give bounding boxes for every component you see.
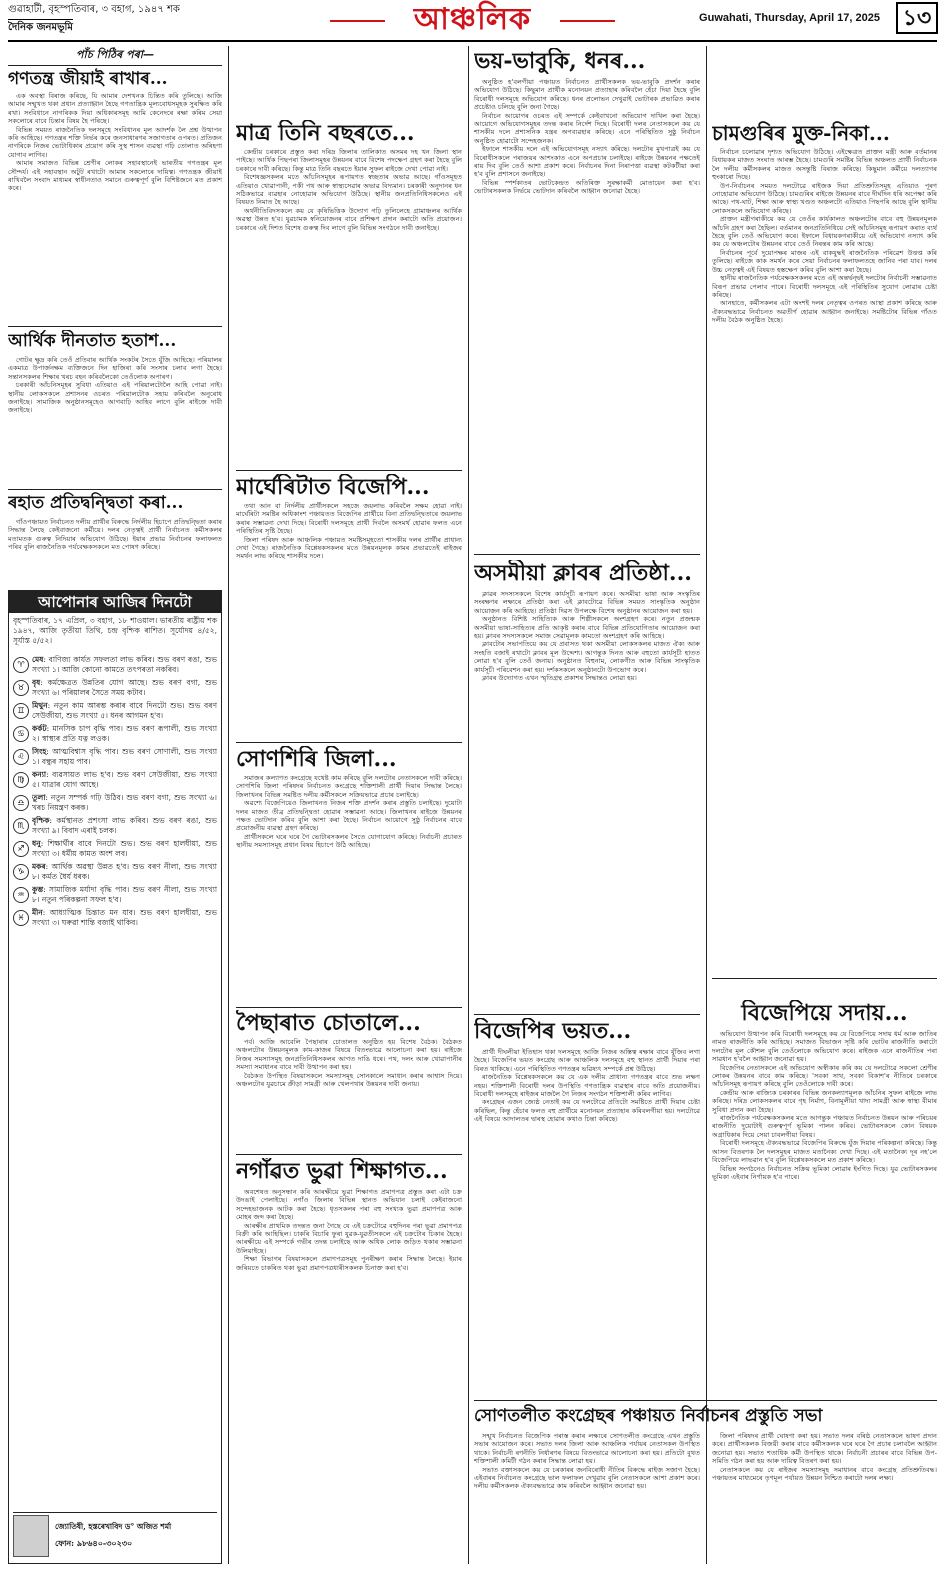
zodiac-icon: ♉ [13,680,29,696]
column-divider [228,46,229,1564]
horoscope-prediction: আধ্যাত্মিক চিন্তাত মন যাব। শুভ বৰণ হালধীয়া, শুভ সংখ্যা ৩। ঘৰুৱা শান্তি বজাই থাকিব। [32,908,217,927]
zodiac-icon: ♌ [13,749,29,765]
article-body [236,1188,462,1564]
headline: সোণশিৰি জিলা... [236,746,397,772]
headline: অসমীয়া ক্লাবৰ প্ৰতিষ্ঠা... [474,560,692,586]
horoscope-text: বৃষ: কৰ্মক্ষেত্ৰত উন্নতিৰ যোগ আছে। শুভ বৰণ বগা, শুভ সংখ্যা ৬। পৰিয়ালৰ সৈতে সময় কটাব। [32,678,217,697]
paragraph: গাঁওপঞ্চায়ত নিৰ্বাচনত দলীয় প্ৰাৰ্থীৰ বিৰুদ্ধে নিৰ্দলীয় হিচাপে প্ৰতিদ্বন্দ্বিতা কৰাৰ সিদ্ধান্ত লৈছে কেইবাজনো কৰ্মীয়ে। দলৰ নেতৃত্বই প্ৰাৰ্থী নিৰ্বাচনত কৰ্মীসকলৰ মতামতক গুৰুত্ব নিদিয়াৰ অভিযোগ উঠিছে। ইয়াৰ প্ৰভাৱ নিৰ্বাচনৰ ফলাফলত পৰিব বুলি ৰাজনৈতিক পৰ্যবেক্ষকসকলে মত পোষণ কৰিছে। [8,518,222,552]
paper-name: দৈনিক জনমভূমি [8,19,73,34]
headline: ৰহাত প্ৰতিদ্বন্দ্বিতা কৰা... [8,493,184,513]
zodiac-icon: ♊ [13,703,29,719]
header-rule [8,40,937,42]
header-left [8,4,308,34]
article-body [474,78,700,550]
horoscope-prediction: ব্যৱসায়ত লাভ হ'ব। শুভ বৰণ সেউজীয়া, শুভ সংখ্যা ৫। যাত্ৰাৰ যোগ আছে। [32,770,217,789]
paragraph: নিৰ্বাচন চলোৱাৰ দৃশ্যত অভিযোগ উঠিছে। এইক্ষেত্ৰত প্ৰাক্তন মন্ত্ৰী আৰু বৰ্তমানৰ বিধায়কৰ মাজত সংঘাত আৰম্ভ হৈছে। চামগুৰি সমষ্টিৰ বিভিন্ন অঞ্চলত প্ৰাৰ্থী নিৰ্বাচনক লৈ দলীয় কৰ্মীসকলৰ মাজত অসন্তুষ্টি বিৰাজ কৰিছে। কিছুমান কৰ্মীয়ে দলত্যাগৰ হুংকাৰো দিছে। [712,148,937,182]
zodiac-icon: ♎ [13,795,29,811]
horoscope-item [13,862,217,882]
paragraph: আমাৰ সমাজত বিভিন্ন শ্ৰেণীৰ লোকৰ সহাবস্থানেই ভাৰতীয় গণতন্ত্ৰৰ মূল সৌন্দৰ্য। এই সহাবস্থান অটুট ৰখাটো আমাৰ সকলোৰে দায়িত্ব। গণতন্ত্ৰক জীয়াই ৰাখিবলৈ সংবাদ মাধ্যমৰ স্বাধীনতাও সমানে গুৰুত্বপূৰ্ণ বুলি বিশিষ্টজনে মত প্ৰকাশ কৰে। [8,159,222,193]
masthead [365,2,580,40]
zodiac-sign: বৃষ [32,678,41,687]
continued-kicker: পাঁচ পিঠিৰ পৰা— [76,48,154,61]
horoscope-item [13,793,217,813]
article-body [474,1432,700,1564]
zodiac-icon: ♑ [13,864,29,880]
zodiac-icon: ♐ [13,841,29,857]
paragraph: পৰ্ব। আজি আবেলি পৈছাৰাৰ চোতালত অনুষ্ঠিত হয় বিশেষ বৈঠক। বৈঠকত অঞ্চলটোৰ উন্নয়নমূলক কাম-কাজৰ বিষয়ে বিতংভাৱে আলোচনা কৰা হয়। ৰাইজে নিজৰ সমস্যাসমূহ জনপ্ৰতিনিধিসকলৰ আগত দাঙি ধৰে। পথ, দলং আৰু খোৱাপানীৰ সমস্যা সমাধানৰ বাবে দাবী উত্থাপন কৰা হয়। [236,1038,462,1072]
horoscope-text: বৃশ্চিক: কৰ্মস্থানত প্ৰশংসা লাভ কৰিব। শুভ বৰণ ৰঙা, শুভ সংখ্যা ৯। বিবাদ এৰাই চলক। [32,816,217,835]
horoscope-prediction: কৰ্মক্ষেত্ৰত উন্নতিৰ যোগ আছে। শুভ বৰণ বগা, শুভ সংখ্যা ৬। পৰিয়ালৰ সৈতে সময় কটাব। [32,678,217,697]
horoscope-item [13,724,217,744]
horoscope-item [13,701,217,721]
paragraph: এক অবস্থা বিৰাজ কৰিছে, যি আমাৰ দেশখনক চিন্তিত কৰি তুলিছে। আজি আমাৰ সন্মুখত থকা প্ৰধান প্ৰত্যাহ্বান হৈছে গণতান্ত্ৰিক মূল্যবোধসমূহক সুৰক্ষিত কৰি ৰখা। সংবিধানে নাগৰিকক দিয়া অধিকাৰসমূহ আমি কেনেদৰে ৰক্ষা কৰিম সেয়া সকলোৰে বাবে চিন্তাৰ বিষয় হৈ পৰিছে। [8,92,222,126]
paragraph: জিলা পৰিষদ আৰু আঞ্চলিক পঞ্চায়ত সমষ্টিসমূহতো শাসকীয় দলৰ প্ৰাৰ্থীৰ প্ৰাধান্য দেখা গৈছে। ৰাজনৈতিক বিশ্লেষকসকলৰ মতে উন্নয়নমূলক কামৰ প্ৰভাৱতেই ৰাইজৰ সমৰ্থন লাভ কৰিছে শাসকীয় দলে। [236,535,462,561]
paragraph: প্ৰাৰ্থীসকলে ঘৰে ঘৰে গৈ ভোটাৰসকলৰ সৈতে যোগাযোগ কৰিছে। নিৰ্বাচনী প্ৰচাৰত স্থানীয় সমস্যাসমূহ প্ৰধান বিষয় হিচাপে উঠি আহিছে। [236,832,462,850]
paragraph: জিলা পৰিষদৰ প্ৰাৰ্থী ঘোষণা কৰা হয়। সভাত দলৰ বৰিষ্ঠ নেতাসকলে ভাষণ প্ৰদান কৰে। প্ৰাৰ্থীসকলক বিজয়ী কৰাৰ বাবে কৰ্মীসকলক ঘৰে ঘৰে গৈ প্ৰচাৰ চলাবলৈ আহ্বান জনোৱা হয়। সভাত শতাধিক কৰ্মী উপস্থিত থাকে। নিৰ্বাচনী প্ৰচাৰৰ বাবে বিভিন্ন উপ-সমিতি গঠন কৰা হয় আৰু দায়িত্ব বিতৰণ কৰা হয়। [712,1432,937,1466]
horoscope-item [13,885,217,905]
article-body [712,1432,937,1564]
headline: বিজেপিয়ে সদায়... [741,1000,908,1026]
paragraph: প্ৰাৰ্থী দীঘলীয়া ইতিহাস থকা দলসমূহে আজি নিজৰ অস্তিত্ব ৰক্ষাৰ বাবে যুঁজিব লগা হৈছে। বিজেপিৰ ভয়ত কংগ্ৰেছ আৰু আঞ্চলিক দলসমূহে বহু স্থানত প্ৰাৰ্থী দিয়াৰ পৰা বিৰত থাকিছে। এনে পৰিস্থিতিত গণতন্ত্ৰৰ ভৱিষ্যৎ সম্পৰ্কে প্ৰশ্ন উঠিছে। [474,1048,700,1073]
horoscope-text: মিথুন: নতুন কাম আৰম্ভ কৰাৰ বাবে দিনটো শুভ। শুভ বৰণ সেউজীয়া, শুভ সংখ্যা ৫। ধনৰ আগমন হ'ব। [32,701,217,720]
horoscope-title: আপোনাৰ আজিৰ দিনটো [9,591,221,613]
article-body [712,1030,937,1396]
paragraph: ক্লাৱৰ সদস্যসকলে বিশেষ কাৰ্যসূচী ৰূপায়ণ কৰে। অসমীয়া ভাষা আৰু সংস্কৃতিৰ সংৰক্ষণৰ লক্ষ্যৰে প্ৰতিষ্ঠা কৰা এই ক্লাবটোৱে বিভিন্ন সময়ত সাংস্কৃতিক অনুষ্ঠান আয়োজন কৰি আহিছে। প্ৰতিষ্ঠা দিৱস উপলক্ষে বিশেষ অনুষ্ঠানৰ আয়োজন কৰা হয়। [474,590,700,615]
continued-kicker-box [8,46,222,66]
headline: বিজেপিৰ ভয়ত... [474,1018,632,1044]
horoscope-prediction: বাণিজ্য কাৰ্যত সফলতা লাভ কৰিব। শুভ বৰণ ৰঙা, শুভ সংখ্যা ১। আজি কোনো কামতে তৎপৰতা নকৰিব। [32,655,217,674]
separator [8,326,222,327]
horoscope-item [13,816,217,836]
horoscope-text: মকৰ: আৰ্থিক অৱস্থা উন্নত হ'ব। শুভ বৰণ নীলা, শুভ সংখ্যা ৮। কৰ্মত ধৈৰ্য ধৰক। [32,862,217,881]
paragraph: ক্লাবৰ উদ্যোগত এখন স্মৃতিগ্ৰন্থ প্ৰকাশৰ সিদ্ধান্তও লোৱা হয়। [482,674,637,683]
zodiac-icon: ♍ [13,772,29,788]
zodiac-icon: ♒ [13,887,29,903]
horoscope-text: কুম্ভ: সামাজিক মৰ্যাদা বৃদ্ধি পাব। শুভ বৰণ নীলা, শুভ সংখ্যা ৮। নতুন পৰিকল্পনা সফল হ'ব। [32,885,217,904]
article-body [236,1038,462,1152]
horoscope-item [13,770,217,790]
horoscope-item [13,655,217,675]
paragraph: নিৰ্বাচন আয়োগৰ ওচৰত এই সম্পৰ্কে কেইবাখনো অভিযোগ দাখিল কৰা হৈছে। আয়োগে অভিযোগসমূহৰ তদন্ত কৰাৰ নিৰ্দেশ দিছে। বিৰোধী দলৰ নেতাসকলে কয় যে শাসকীয় দলে প্ৰশাসনিক যন্ত্ৰৰ অপব্যৱহাৰ কৰিছে। এনে পৰিস্থিতিত সুষ্ঠু নিৰ্বাচন অনুষ্ঠিত হোৱাটো সন্দেহজনক। [474,111,700,145]
horoscope-item [13,908,217,928]
headline: গণতন্ত্ৰ জীয়াই ৰাখাৰ... [8,69,168,89]
headline: আৰ্থিক দীনতাত হতাশ... [8,331,177,351]
date-english: Guwahati, Thursday, April 17, 2025 [699,12,880,24]
horoscope-text: কন্যা: ব্যৱসায়ত লাভ হ'ব। শুভ বৰণ সেউজীয়া, শুভ সংখ্যা ৫। যাত্ৰাৰ যোগ আছে। [32,770,217,789]
paragraph: অভিযোগ উত্থাপন কৰি বিৰোধী দলসমূহে কয় যে বিজেপিয়ে সদায় ধৰ্ম আৰু জাতিৰ নামত ৰাজনীতি কৰি আহিছে। সমাজত বিভাজন সৃষ্টি কৰি ভোটৰ ৰাজনীতি কৰাটো দলটোৰ মূল কৌশল বুলি তেওঁলোকে অভিযোগ কৰে। ৰাইজক এনে ৰাজনীতিৰ পৰা সাৱধান হ'বলৈ আহ্বান জনোৱা হয়। [712,1030,937,1064]
astrologer-photo [13,1515,49,1557]
paragraph: সভাত বক্তাসকলে কয় যে চৰকাৰৰ জনবিৰোধী নীতিৰ বিৰুদ্ধে ৰাইজ সজাগ হৈছে। এইবাৰৰ নিৰ্বাচনত কংগ্ৰেছে ভাল ফলাফল দেখুৱাব বুলি নেতাসকলে আশা প্ৰকাশ কৰে। দলীয় কৰ্মীসকলক ঐক্যবদ্ধভাৱে কাম কৰিবলৈ আহ্বান জনোৱা হয়। [474,1465,700,1491]
paragraph: কেন্দ্ৰীয় চৰকাৰে প্ৰস্তুত কৰা দৰিদ্ৰ জিলাৰ তালিকাত অসমৰ দহ খন জিলা স্থান পাইছে। আৰ্থিক পিছপৰা জিলাসমূহৰ উন্নয়নৰ বাবে বিশেষ পদক্ষেপ গ্ৰহণ কৰা হৈছে বুলি চৰকাৰে দাবী কৰিছে। কিন্তু মাত্ৰ তিনি বছৰতে ইয়াৰ সুফল ৰাইজে দেখা পোৱা নাই। [236,148,462,173]
paragraph: কংগ্ৰেছৰ এজন জ্যেষ্ঠ নেতাই কয় যে দলটোৱে প্ৰতিটো সমষ্টিতে প্ৰাৰ্থী দিয়াৰ চেষ্টা কৰিছিল, কিন্তু হেঁচাৰ ফলত বহু প্ৰাৰ্থীয়ে মনোনয়ন প্ৰত্যাহাৰ কৰিবলগীয়া হয়। দলটোৱে এই বিষয়ে আদালতৰ দ্বাৰস্থ হোৱাৰ কথাও চিন্তা কৰিছে। [474,1098,700,1124]
article-body [236,148,462,468]
paragraph: কেন্দ্ৰীয় আৰু ৰাজ্যিক চৰকাৰৰ বিভিন্ন জনকল্যাণমূলক আঁচনিৰ সুফল ৰাইজে লাভ কৰিছে। দৰিদ্ৰ লোকসকলৰ বাবে গৃহ নিৰ্মাণ, বিনামূলীয়া খাদ্য সামগ্ৰী আৰু স্বাস্থ্য বীমাৰ সুবিধা প্ৰদান কৰা হৈছে। [712,1088,937,1114]
zodiac-sign: মেষ [32,655,44,664]
paragraph: বিভিন্ন স্পৰ্শকাতৰ ভোটকেন্দ্ৰত অতিৰিক্ত সুৰক্ষাকৰ্মী মোতায়েন কৰা হ'ব। ভোটাৰসকলক নিৰ্ভয়ে ভোটদান কৰিবলৈ আহ্বান জনোৱা হৈছে। [474,178,700,196]
horoscope-prediction: আৰ্থিক অৱস্থা উন্নত হ'ব। শুভ বৰণ নীলা, শুভ সংখ্যা ৮। কৰ্মত ধৈৰ্য ধৰক। [32,862,217,881]
horoscope-item [13,747,217,767]
separator [236,470,462,471]
zodiac-sign: কৰ্কট [32,724,47,733]
paragraph: তথা আন বা নিৰ্দলীয় প্ৰাৰ্থীসকলে সহজে জয়লাভ কৰিবলৈ সক্ষম হোৱা নাই। মাৰ্ঘেৰিটা সমষ্টিৰ অধিকাংশ পঞ্চায়তত বিজেপিৰ প্ৰাৰ্থীয়ে বিনা প্ৰতিদ্বন্দ্বিতাৰে জয়লাভ কৰাৰ সম্ভাৱনা দেখা দিছে। বিৰোধী দলসমূহে প্ৰাৰ্থী দিবলৈ অসমৰ্থ হোৱাৰ ফলত এনে পৰিস্থিতিৰ সৃষ্টি হৈছে। [236,502,462,536]
paragraph: শিক্ষা বিভাগৰ বিষয়াসকলে প্ৰমাণপত্ৰসমূহ পুনৰীক্ষণ কৰাৰ সিদ্ধান্ত লৈছে। ইয়াৰ জৰিয়তে চাকৰিত থকা ভুৱা প্ৰমাণপত্ৰধাৰীসকলক চিনাক্ত কৰা হ'ব। [236,1255,462,1272]
article-body [236,774,462,1004]
zodiac-sign: মিথুন [32,701,48,710]
paragraph: ৰাজনৈতিক বিশ্লেষকসকলে কয় যে এক দলীয় প্ৰাধান্য গণতন্ত্ৰৰ বাবে শুভ লক্ষণ নহয়। শক্তিশালী বিৰোধী দলৰ উপস্থিতি গণতান্ত্ৰিক ব্যৱস্থাৰ বাবে অতি প্ৰয়োজনীয়। বিৰোধী দলসমূহে ৰাইজৰ মাজলৈ গৈ নিজৰ সংগঠন শক্তিশালী কৰিব লাগিব। [474,1073,700,1099]
paragraph: উপ-নিৰ্বাচনৰ সময়ত দলটোৱে ৰাইজক দিয়া প্ৰতিশ্ৰুতিসমূহ এতিয়াও পূৰণ নোহোৱাৰ অভিযোগ উঠিছে। চামগুৰিৰ ৰাইজে উন্নয়নৰ বাবে দীৰ্ঘদিন ধৰি অপেক্ষা কৰি আছে। পথ-ঘাট, শিক্ষা আৰু স্বাস্থ্য খণ্ডত অঞ্চলটো এতিয়াও পিছপৰি আছে বুলি স্থানীয় লোকসকলে অভিযোগ কৰিছে। [712,181,937,215]
astrologer-name: জ্যোতিষী, হস্তৰেখাবিদ ড° অজিত শৰ্মা [55,1521,172,1531]
separator [712,978,937,979]
zodiac-icon: ♈ [13,657,29,673]
horoscope-prediction: নতুন কাম আৰম্ভ কৰাৰ বাবে দিনটো শুভ। শুভ বৰণ সেউজীয়া, শুভ সংখ্যা ৫। ধনৰ আগমন হ'ব। [32,701,217,720]
horoscope-prediction: কৰ্মস্থানত প্ৰশংসা লাভ কৰিব। শুভ বৰণ ৰঙা, শুভ সংখ্যা ৯। বিবাদ এৰাই চলক। [32,816,217,835]
article-body [8,518,222,586]
column-divider [468,46,469,1564]
paragraph: সন্মুখ নিৰ্বাচনত বিজেপিক পৰাস্ত কৰাৰ লক্ষ্যৰে সোণতলীত কংগ্ৰেছে এখন প্ৰস্তুতি সভাৰ আয়োজন কৰে। সভাত দলৰ জিলা আৰু আঞ্চলিক পৰ্যায়ৰ নেতাসকল উপস্থিত থাকে। নিৰ্বাচনী ৰণনীতি নিৰ্ধাৰণৰ বিষয়ে বিতংভাৱে আলোচনা কৰা হয়। প্ৰতিটো বুথত শক্তিশালী কমিটী গঠন কৰাৰ সিদ্ধান্ত লোৱা হয়। [474,1432,700,1466]
horoscope-text: ধনু: শিক্ষাৰ্থীৰ বাবে দিনটো শুভ। শুভ বৰণ হালধীয়া, শুভ সংখ্যা ৩। ধৰ্মীয় কামত অংশ লব। [32,839,217,858]
separator [474,554,700,555]
horoscope-prediction: শিক্ষাৰ্থীৰ বাবে দিনটো শুভ। শুভ বৰণ হালধীয়া, শুভ সংখ্যা ৩। ধৰ্মীয় কামত অংশ লব। [32,839,217,858]
horoscope-item [13,839,217,859]
headline: পৈছাৰাত চোতালে... [236,1010,421,1036]
zodiac-icon: ♓ [13,910,29,926]
paragraph: ইফালে শাসকীয় দলে এই অভিযোগসমূহ নস্যাৎ কৰিছে। দলটোৰ মুখপাত্ৰই কয় যে বিৰোধীসকলে পৰাজয়ৰ আশংকাত এনে অপপ্ৰচাৰ চলাইছে। ৰাইজে উন্নয়নৰ পক্ষতেই ৰায় দিব বুলি তেওঁ আশা প্ৰকাশ কৰে। নিৰ্বাচনৰ দিনা নিৰাপত্তা ব্যৱস্থা কটকটীয়া কৰা হ'ব বুলি প্ৰশাসনে জনাইছে। [474,145,700,179]
date-assamese: গুৱাহাটী, বৃহস্পতিবাৰ, ৩ বহাগ, ১৯৪৭ শক [8,4,180,15]
astrologer-phone: ফোন: ৯৮৬৪০-৩০২৩০ [55,1537,133,1548]
headline: মাৰ্ঘেৰিটাত বিজেপি... [236,474,430,500]
paragraph: আৰক্ষীৰ প্ৰাথমিক তদন্তত জনা গৈছে যে এই চক্ৰটোৱে বহুদিনৰ পৰা ভুৱা প্ৰমাণপত্ৰ বিক্ৰী কৰি আহিছিল। চাকৰি বিচাৰি ফুৰা যুৱক-যুৱতীসকলে এই চক্ৰটোৰ চিকাৰ হৈছে। আৰক্ষীয়ে এই সম্পৰ্কে গভীৰ তদন্ত চলাইছে আৰু অধিক লোক জড়িত থকাৰ সম্ভাৱনা উলিয়াইছে। [236,1221,462,1255]
paragraph: প্ৰাক্তন মন্ত্ৰীগৰাকীয়ে কয় যে তেওঁৰ কাৰ্যকালত অঞ্চলটোৰ বাবে বহু উন্নয়নমূলক আঁচনি গ্ৰহণ কৰা হৈছিল। বৰ্তমানৰ জনপ্ৰতিনিধিয়ে সেই আঁচনিসমূহ ৰূপায়ণ কৰাত ব্যৰ্থ হৈছে বুলি তেওঁ অভিযোগ কৰে। ইফালে বিধায়কগৰাকীয়ে এই অভিযোগ নস্যাৎ কৰি কয় যে অঞ্চলটোৰ উন্নয়নৰ বাবে তেওঁ নিৰন্তৰ কাম কৰি আছে। [712,215,937,249]
horoscope-prediction: সামাজিক মৰ্যাদা বৃদ্ধি পাব। শুভ বৰণ নীলা, শুভ সংখ্যা ৮। নতুন পৰিকল্পনা সফল হ'ব। [32,885,217,904]
zodiac-sign: সিংহ [32,747,47,756]
horoscope-prediction: মানসিক চাপ বৃদ্ধি পাব। শুভ বৰণ ৰূপালী, শুভ সংখ্যা ২। স্বাস্থ্যৰ প্ৰতি যত্ন লওক। [32,724,217,743]
zodiac-sign: তুলা [32,793,46,802]
zodiac-sign: বৃশ্চিক [32,816,50,825]
paragraph: চৰকাৰী আঁচনিসমূহৰ সুবিধা এতিয়াও এই পৰিয়ালটোলৈ আহি পোৱা নাই। স্থানীয় লোকসকলে প্ৰশাসনৰ ওচৰত পৰিয়ালটোক সহায় কৰিবলৈ অনুৰোধ জনাইছে। সামাজিক অনুষ্ঠানসমূহেও আগবাঢ়ি আহিব লাগে বুলি ৰাইজে দাবী জনাইছে। [8,381,222,415]
article-body [236,502,462,740]
paragraph: বিশেষজ্ঞসকলৰ মতে আঁচনিসমূহৰ ৰূপায়ণত স্বচ্ছতাৰ অভাৱ আছে। গাঁওসমূহত এতিয়াও খোৱাপানী, পকী পথ আৰু স্বাস্থ্যসেৱাৰ অভাৱ বিদ্যমান। চৰকাৰী অনুদানৰ ধন সঠিকভাৱে ব্যৱহাৰ নোহোৱাৰ অভিযোগ উঠিছে। স্থানীয় জনপ্ৰতিনিধিসকলেও এই বিষয়ত নিমাত হৈ আছে। [236,173,462,207]
paragraph: বিভিন্ন সংগঠনেও নিৰ্বাচনত সক্ৰিয় ভূমিকা লোৱাৰ ইংগিত দিছে। যুৱ ভোটাৰসকলৰ ভূমিকা এইবাৰ নিৰ্ণায়ক হ'ব পাৰে। [712,1164,937,1181]
paragraph: অনুষ্ঠানত বিশিষ্ট সাহিত্যিক আৰু শিল্পীসকলে অংশগ্ৰহণ কৰে। নতুন প্ৰজন্মক অসমীয়া ভাষা-সাহিত্যৰ প্ৰতি আকৃষ্ট কৰাৰ বাবে বিভিন্ন প্ৰতিযোগিতাৰ আয়োজন কৰা হয়। ক্লাবৰ সদস্যসকলে সমাজ সেৱামূলক কামতো অংশগ্ৰহণ কৰি আহিছে। [474,615,700,641]
article-body [474,590,700,1010]
paragraph: অনুষ্ঠিত হ'বলগীয়া পঞ্চায়ত নিৰ্বাচনত প্ৰাৰ্থীসকলক ভয়-ভাবুকি প্ৰদৰ্শন কৰাৰ অভিযোগ উঠিছে। কিছুমান প্ৰাৰ্থীক মনোনয়ন প্ৰত্যাহাৰ কৰিবলৈ হেঁচা দিয়া হৈছে বুলি বিৰোধী দলসমূহে অভিযোগ কৰিছে। ধনৰ প্ৰলোভন দেখুৱাই ভোটাৰক প্ৰভাৱিত কৰাৰ প্ৰচেষ্টাও চলিছে বুলি জনা গৈছে। [474,78,700,112]
headline: চামগুৰিৰ মুক্ত-নিকা... [712,121,890,145]
zodiac-sign: কন্যা [32,770,47,779]
headline: ভয়-ভাবুকি, ধনৰ... [474,48,646,74]
horoscope-text: তুলা: নতুন সম্পৰ্ক গঢ়ি উঠিব। শুভ বৰণ বগা, শুভ সংখ্যা ৬। খৰচ নিয়ন্ত্ৰণ কৰক। [32,793,217,812]
paragraph: সমাজৰ কল্যাণত কংগ্ৰেছে যথেষ্ট কাম কৰিছে বুলি দলটোৰ নেতাসকলে দাবী কৰিছে। সোণশিৰি জিলা পৰিষদৰ নিৰ্বাচনত কংগ্ৰেছে শক্তিশালী প্ৰাৰ্থী দিয়াৰ সিদ্ধান্ত লৈছে। জিলাখনৰ বিভিন্ন সমষ্টিত দলীয় কৰ্মীসকলে সক্ৰিয়ভাৱে প্ৰচাৰ চলাইছে। [236,774,462,799]
astrologer-box [13,1512,217,1559]
paragraph: অবশেষত অনুসন্ধান কৰি আৰক্ষীয়ে ভুৱা শিক্ষাগত প্ৰমাণপত্ৰ প্ৰস্তুত কৰা এটা চক্ৰ উদঙাই পেলাইছে। নগাঁও জিলাৰ বিভিন্ন স্থানত অভিযান চলাই কেইবাজনো সন্দেহভাজনক আটক কৰা হৈছে। ধৃতসকলৰ পৰা বহু সংখ্যক ভুৱা প্ৰমাণপত্ৰ আৰু মোহৰ জব্দ কৰা হৈছে। [236,1188,462,1222]
zodiac-icon: ♏ [13,818,29,834]
horoscope-text: মেষ: বাণিজ্য কাৰ্যত সফলতা লাভ কৰিব। শুভ বৰণ ৰঙা, শুভ সংখ্যা ১। আজি কোনো কামতে তৎপৰতা নকৰিব। [32,655,217,674]
paragraph: অৰ্থনীতিবিদসকলে কয় যে কৃষিভিত্তিক উদ্যোগ গঢ়ি তুলিলেহে গ্ৰামাঞ্চলৰ আৰ্থিক অৱস্থা উন্নত হ'ব। যুৱচামক স্বনিয়োজনৰ বাবে প্ৰশিক্ষণ প্ৰদান কৰাটো অতি প্ৰয়োজন। চৰকাৰে এই দিশত বিশেষ গুৰুত্ব দিব লাগে বুলি বিভিন্ন সংগঠনে দাবী জনাইছে। [236,206,462,232]
zodiac-sign: কুম্ভ [32,885,44,894]
zodiac-sign: ধনু [32,839,41,848]
headline: সোণতলীত কংগ্ৰেছৰ পঞ্চায়ত নিৰ্বাচনৰ প্ৰস্তুতি সভা [474,1406,823,1426]
horoscope-text: মীন: আধ্যাত্মিক চিন্তাত মন যাব। শুভ বৰণ হালধীয়া, শুভ সংখ্যা ৩। ঘৰুৱা শান্তি বজাই থাকিব। [32,908,217,927]
zodiac-sign: মীন [32,908,43,917]
article-body [8,92,222,322]
paragraph: বিজেপিৰ নেতাসকলে এই অভিযোগ অস্বীকাৰ কৰি কয় যে দলটোৱে সকলো শ্ৰেণীৰ লোকৰ উন্নয়নৰ বাবে কাম কৰিছে। 'সবকা সাথ, সবকা বিকাশ'ৰ নীতিৰে চৰকাৰে আঁচনিসমূহ ৰূপায়ণ কৰিছে বুলি তেওঁলোকে দাবী কৰে। [712,1063,937,1089]
zodiac-icon: ♋ [13,726,29,742]
paragraph: বিভিন্ন সময়ত ৰাজনৈতিক দলসমূহে সংবিধানৰ মূল আদৰ্শক লৈ প্ৰশ্ন উত্থাপন কৰি আহিছে। গণতন্ত্ৰৰ শক্তি নিৰ্ভৰ কৰে জনসাধাৰণৰ সজাগতাৰ ওপৰত। প্ৰতিজন নাগৰিকে নিজৰ ভোটাধিকাৰ প্ৰয়োগ কৰি সুস্থ শাসন ব্যৱস্থা গঢ়ি তোলাত অৰিহণা যোগাব লাগিব। [8,125,222,159]
separator [474,1400,937,1401]
masthead-rule-left [330,20,385,22]
separator [236,1007,462,1008]
paragraph: গোটৰ ক্ষুদ্ৰ কৰি তেওঁ প্ৰতিবাৰ আৰ্থিক সংকটৰ সৈতে যুঁজি আহিছে। পৰিয়ালৰ একমাত্ৰ উপাৰ্জনক্ষম ব্যক্তিজনে দিন হাজিৰা কৰি সংসাৰ চলাব লগা হৈছে। সন্তানসকলৰ শিক্ষাৰ খৰচ বহন কৰিবলৈকো তেওঁলোক অপাৰগ। [8,356,222,381]
article-body [712,148,937,974]
masthead-title: আঞ্চলিক [413,2,532,37]
separator [236,742,462,743]
headline: নগাঁৱত ভুৱা শিক্ষাগত... [236,1158,448,1184]
paragraph: নেতাসকলে কয় যে ৰাইজৰ সমস্যাসমূহ সমাধানৰ বাবে কংগ্ৰেছ প্ৰতিশ্ৰুতিবদ্ধ। পঞ্চায়তৰ মাধ্যমেৰে তৃণমূল পৰ্যায়ত উন্নয়ন নিশ্চিত কৰাটো দলৰ লক্ষ্য। [712,1465,937,1483]
headline: মাত্ৰ তিনি বছৰতে... [236,120,415,146]
paragraph: বৈঠকত উপস্থিত বিষয়াসকলে সমস্যাসমূহ সোনকালে সমাধান কৰাৰ আশ্বাস দিয়ে। অঞ্চলটোৰ যুৱচামে ক্ৰীড়া সামগ্ৰী আৰু খেলপথাৰ উন্নয়নৰ দাবী জনায়। [236,1071,462,1089]
zodiac-sign: মকৰ [32,862,46,871]
paragraph: ক্লাবটোৰ সভাপতিয়ে কয় যে প্ৰবাসত থকা অসমীয়া লোকসকলৰ মাজত ঐক্য আৰু সংহতি বজাই ৰখাটো ক্লাবৰ মূল উদ্দেশ্য। আগন্তুক দিনত আৰু বহুতো কাৰ্যসূচী হাতত লোৱা হ'ব বুলি তেওঁ জনায়। অনুষ্ঠানত বিহুনাম, লোকগীত আৰু বিভিন্ন সাংস্কৃতিক কাৰ্যসূচী পৰিবেশন কৰা হয়। দৰ্শকসকলে অনুষ্ঠানটো উপভোগ কৰে। [474,640,700,674]
separator [8,489,222,490]
horoscope-text: সিংহ: আত্মবিশ্বাস বৃদ্ধি পাব। শুভ বৰণ সোণালী, শুভ সংখ্যা ১। বন্ধুৰ সহায় পাব। [32,747,217,766]
article-body [8,356,222,486]
paragraph: বিৰোধী দলসমূহে ঐক্যবদ্ধভাৱে বিজেপিৰ বিৰুদ্ধে যুঁজ দিয়াৰ পৰিকল্পনা কৰিছে। কিন্তু আসন বিতৰণক লৈ দলসমূহৰ মাজত মতানৈক্য দেখা দিছে। এই মতানৈক্য দূৰ নহ'লে বিজেপিয়ে লাভৱান হ'ব বুলি বিশ্লেষকসকলে মত প্ৰকাশ কৰিছে। [712,1139,937,1165]
page-number: ১৩ [896,2,938,34]
horoscope-prediction: আত্মবিশ্বাস বৃদ্ধি পাব। শুভ বৰণ সোণালী, শুভ সংখ্যা ১। বন্ধুৰ সহায় পাব। [32,747,217,766]
separator [236,1154,462,1155]
horoscope-box [8,590,222,1564]
paragraph: অৱশ্যে বিজেপিয়েও জিলাখনত নিজৰ শক্তি প্ৰদৰ্শন কৰাৰ প্ৰস্তুতি চলাইছে। দুয়োটা দলৰ মাজত তীব্ৰ প্ৰতিদ্বন্দ্বিতা হোৱাৰ সম্ভাৱনা আছে। জিলাখনৰ ৰাইজে উন্নয়নৰ পক্ষত ভোটদান কৰিব বুলি আশা কৰা হৈছে। নিৰ্বাচন আয়োগে সুষ্ঠু নিৰ্বাচনৰ বাবে প্ৰয়োজনীয় ব্যৱস্থা গ্ৰহণ কৰিছে। [236,799,462,833]
horoscope-text: কৰ্কট: মানসিক চাপ বৃদ্ধি পাব। শুভ বৰণ ৰূপালী, শুভ সংখ্যা ২। স্বাস্থ্যৰ প্ৰতি যত্ন লওক। [32,724,217,743]
horoscope-intro: বৃহস্পতিবাৰ, ১৭ এপ্ৰিল, ৩ বহাগ, ১৮ শাওয়াল। ভাৰতীয় ৰাষ্ট্ৰীয় শক ১৯৪৭, আজি তৃতীয়া তিথি, চন্দ্ৰ বৃশ্চিক ৰাশিত। সূৰ্যোদয় ৪/৫২, সূৰ্যাস্ত ৫/৫২। [13,616,217,645]
paragraph: আনহাতে, কৰ্মীসকলৰ এটা অংশই দলৰ নেতৃত্বৰ ওপৰত আস্থা প্ৰকাশ কৰিছে আৰু ঐক্যবদ্ধভাৱে নিৰ্বাচনত অৱতীৰ্ণ হোৱাৰ আহ্বান জনাইছে। সমষ্টিটোৰ বিভিন্ন গাঁওত দলীয় বৈঠক অনুষ্ঠিত হৈছে। [712,299,937,325]
article-body [474,1048,700,1396]
horoscope-item [13,678,217,698]
horoscope-list [9,655,221,928]
paragraph: ৰাজনৈতিক পৰ্যবেক্ষকসকলৰ মতে আগন্তুক পঞ্চায়ত নিৰ্বাচনত উন্নয়ন আৰু পৰিচয়ৰ ৰাজনীতি দুয়োটাই গুৰুত্বপূৰ্ণ ভূমিকা পালন কৰিব। ভোটাৰসকলে কোন বিষয়ক অগ্ৰাধিকাৰ দিয়ে সেয়া চাবলগীয়া বিষয়। [712,1114,937,1139]
column-divider [706,46,707,1564]
separator [474,1014,700,1015]
horoscope-prediction: নতুন সম্পৰ্ক গঢ়ি উঠিব। শুভ বৰণ বগা, শুভ সংখ্যা ৬। খৰচ নিয়ন্ত্ৰণ কৰক। [32,793,217,812]
paragraph: স্থানীয় ৰাজনৈতিক পৰ্যবেক্ষকসকলৰ মতে এই অন্তৰ্দ্বন্দ্বই দলটোৰ নিৰ্বাচনী সম্ভাৱনাত বিৰূপ প্ৰভাৱ পেলাব পাৰে। বিৰোধী দলসমূহে এই পৰিস্থিতিৰ সুযোগ লোৱাৰ চেষ্টা কৰিছে। [712,274,937,299]
paragraph: নিৰ্বাচনৰ পূৰ্বে দুয়োপক্ষৰ মাজৰ এই বাকযুদ্ধই ৰাজনৈতিক পৰিৱেশ উত্তপ্ত কৰি তুলিছে। ৰাইজে কাক সমৰ্থন কৰে সেয়া নিৰ্বাচনৰ ফলাফলতহে জানিব পৰা যাব। দলৰ উচ্চ নেতৃত্বই এই বিষয়ত হস্তক্ষেপ কৰিব বুলি আশা কৰা হৈছে। [712,248,937,274]
